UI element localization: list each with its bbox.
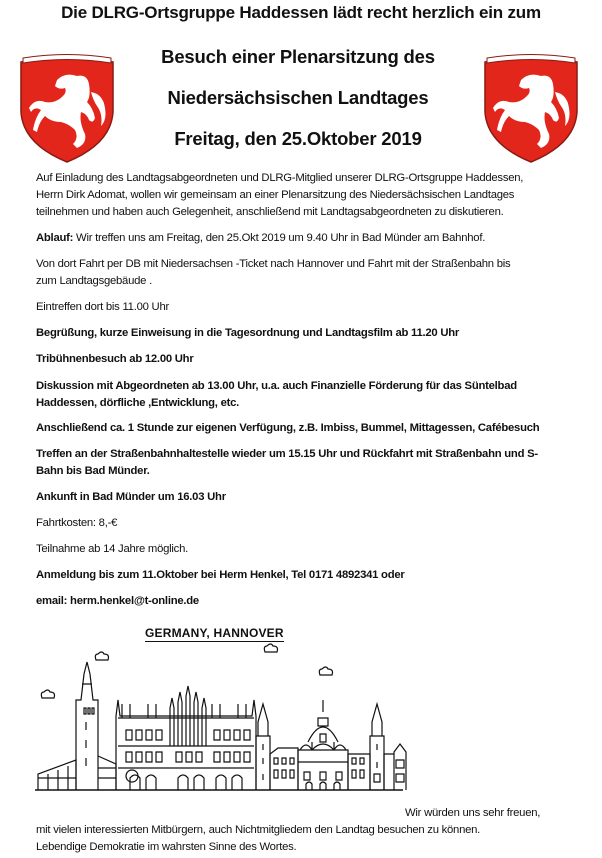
ablauf-text: Wir treffen uns am Freitag, den 25.Okt 2019 um 9.40 Uhr in Bad Münder am Bahnhof.	[73, 232, 486, 244]
tribuene-text: Tribühnenbesuch ab 12.00 Uhr	[36, 353, 194, 365]
teilnahme-text: Teilnahme ab 14 Jahre möglich.	[36, 543, 189, 555]
treffen-paragraph	[36, 446, 576, 480]
intro-line: Auf Einladung des Landtagsabgeordneten und DLRG-Mitglied unserer DLRG-Ortsgruppe Haddessen,	[36, 172, 524, 184]
intro-line: Herrn Dirk Adomat, wollen wir gemeinsam an einer Plenarsitzung des Niedersächsischen Landtages	[36, 189, 515, 201]
anschliessend-text: Anschließend ca. 1 Stunde zur eigenen Verfügung, z.B. Imbiss, Bummel, Mittagessen, Cafébesuch	[36, 422, 540, 434]
cloud-icon	[319, 667, 332, 675]
ankunft-text: Ankunft in Bad Münder um 16.03 Uhr	[36, 491, 226, 503]
ablauf-paragraph	[36, 230, 576, 247]
event-title: Besuch einer Plenarsitzung des	[161, 46, 435, 67]
closing-line-1: Wir würden uns sehr freuen,	[405, 807, 541, 819]
event-date: Freitag, den 25.Oktober 2019	[174, 128, 422, 149]
diskussion-line: Diskussion mit Abgeordneten ab 13.00 Uhr, u.a. auch Finanzielle Förderung für das Süntelbad	[36, 380, 517, 392]
intro-paragraph	[36, 170, 576, 221]
begruessung-text: Begrüßung, kurze Einweisung in die Tagesordnung und Landtagsfilm ab 11.20 Uhr	[36, 327, 460, 339]
email-link[interactable]: email: herm.henkel@t-online.de	[36, 595, 199, 607]
closing-line-3: Lebendige Demokratie im wahrsten Sinne des Wortes.	[36, 841, 297, 853]
coat-of-arms-left-icon	[15, 52, 119, 164]
eintreffen-text: Eintreffen dort bis 11.00 Uhr	[36, 301, 169, 313]
hannover-skyline-illustration	[30, 618, 420, 798]
diskussion-paragraph	[36, 378, 576, 412]
invitation-headline: Die DLRG-Ortsgruppe Haddessen lädt recht herzlich ein zum	[61, 3, 541, 22]
ablauf-label: Ablauf:	[36, 232, 74, 244]
intro-line: teilnehmen und haben auch Gelegenheit, anschließend mit Landtagsabgeordneten zu diskutieren.	[36, 206, 504, 218]
fahrt-line: zum Landtagsgebäude .	[36, 275, 152, 287]
cloud-icon	[41, 690, 54, 698]
coat-of-arms-right-icon	[479, 52, 583, 164]
cloud-icon	[264, 644, 277, 652]
illustration-caption: GERMANY, HANNOVER	[145, 626, 284, 640]
diskussion-line: Haddessen, dörfliche ,Entwicklung, etc.	[36, 397, 240, 409]
treffen-line: Bahn bis Bad Münder.	[36, 465, 150, 477]
fahrt-line: Von dort Fahrt per DB mit Niedersachsen -Ticket nach Hannover und Fahrt mit der Straßenbahn bis	[36, 258, 511, 270]
anmeldung-text: Anmeldung bis zum 11.Oktober bei Herm Henkel, Tel 0171 4892341 oder	[36, 569, 405, 581]
fahrtkosten-text: Fahrtkosten: 8,-€	[36, 517, 118, 529]
fahrt-paragraph	[36, 256, 576, 290]
treffen-line: Treffen an der Straßenbahnhaltestelle wieder um 15.15 Uhr und Rückfahrt mit Straßenbahn und S-	[36, 448, 538, 460]
closing-line-2: mit vielen interessierten Mitbürgern, auch Nichtmitgliedem den Landtag besuchen zu können.	[36, 824, 481, 836]
event-subtitle: Niedersächsischen Landtages	[167, 87, 429, 108]
cloud-icon	[95, 652, 108, 660]
